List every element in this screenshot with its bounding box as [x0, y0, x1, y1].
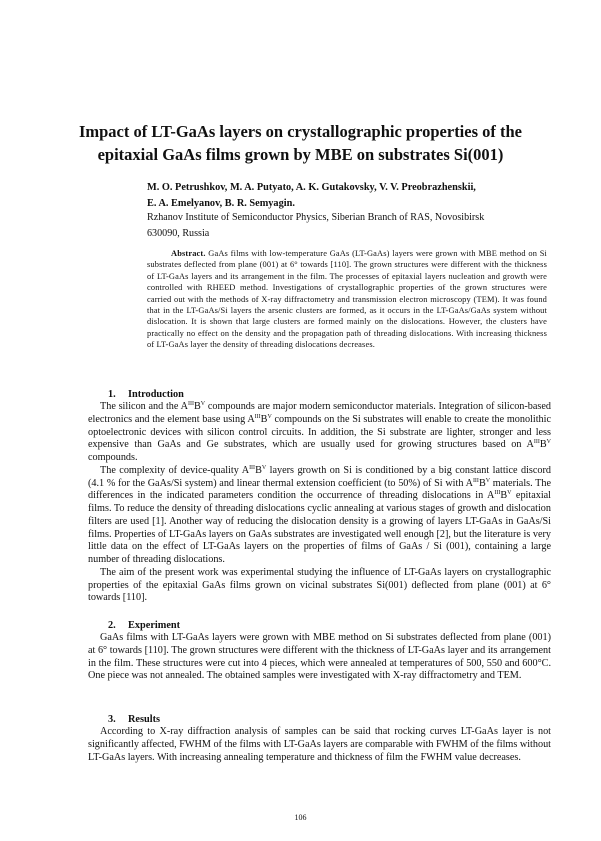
paragraph: The complexity of device-quality $A^{III}B^V$ layers growth on Si is conditioned by a big constant lattice discord (4.1 % for the GaAs/Si system) and linear thermal extension coefficient (to 50%) of Si with $A^{III}B^V$ materials. The differences in the indicated parameters condition the occurrence of threading dislocations in $A^{III}B^V$ epitaxial films. To reduce the density of threading dislocations cyclic annealing at various stages of growth and dislocation filters are used [1]. Another way of reducing the dislocation density is a growing of layers LT-GaAs in GaAs/Si films. Properties of LT-GaAs layers on GaAs substrates are investigated well enough [2], but the literature is very little data on the effect of LT-GaAs layers on the properties of films of GaAs / Si (001), containing a large number of threading dislocations.	[88, 464, 552, 565]
section-heading-experiment	[108, 619, 180, 632]
affiliation	[147, 210, 547, 241]
title-line-1: Impact of LT-GaAs layers on crystallographic properties of the	[78, 122, 523, 141]
section-title: Results	[128, 714, 161, 725]
paragraph: GaAs films with LT-GaAs layers were grown with MBE method on Si substrates deflected from plane (001) at 6° towards [110]. The grown structures were different with the thickness of LT-GaAs layer and its arrangement in the film. These structures were cut into 4 pieces, which were annealed at temperatures of 500, 550 and 600°C. One piece was not annealed. The obtained samples were investigated with X-ray diffractometry and TEM.	[88, 632, 551, 682]
authors-line-1: M. O. Petrushkov, M. A. Putyato, A. K. Gutakovsky, V. V. Preobrazhenskii,	[147, 182, 476, 193]
page-number: 106	[294, 813, 307, 822]
abstract-text: GaAs films with low-temperature GaAs (LT-GaAs) layers were grown with MBE method on Si substrates deflected from plane (001) at 6° towards [110]. The grown structures were different with the thickness of LT-GaAs layers and its arrangement in the film. The processes of epitaxial layers nucleation and growth were controlled with RHEED method. Investigations of crystallographic properties of the grown structures were carried out with the methods of X-ray diffractometry and transmission electron microscopy (TEM). It was found that in the LT-GaAs/Si layers the arsenic clusters are formed, as it occurs in the LT-GaAs/GaAs system without dislocation. It is shown that large clusters are formed mainly on the dislocations. However, the clusters have practically no effect on the density and the propagation path of threading dislocations. With increasing thickness of LT-GaAs layer the density of threading dislocations decreases.	[147, 249, 547, 350]
section-title: Introduction	[128, 389, 184, 400]
section-heading-results	[108, 713, 160, 726]
authors-line-2: E. A. Emelyanov, B. R. Semyagin.	[147, 197, 295, 209]
section-number: 3.	[108, 714, 116, 725]
paragraph: The silicon and the $A^{III}B^V$ compounds are major modern semiconductor materials. Integration of silicon-based electronics and the element base using $A^{III}B^V$ compounds on the Si substrates will enable to create the monolithic optoelectronic devices with silicon control circuits. In addition, the Si substrate are lighter, stronger and less expensive than GaAs and Ge substrates, which are usually used for growing structures based on $A^{III}B^V$ compounds.	[88, 401, 551, 463]
paragraph: The aim of the present work was experimental studying the influence of LT-GaAs layers on crystallographic properties of the epitaxial GaAs films grown on vicinal substrates Si(001) deflected from plane (001) at 6° towards [110].	[88, 566, 551, 604]
section-introduction-body	[88, 401, 551, 605]
section-number: 1.	[108, 389, 116, 400]
section-title: Experiment	[128, 620, 181, 631]
affiliation-line-1: Rzhanov Institute of Semiconductor Physics, Siberian Branch of RAS, Novosibirsk	[147, 212, 485, 223]
affiliation-line-2: 630090, Russia	[147, 227, 210, 239]
title-line-2: epitaxial GaAs films grown by MBE on substrates Si(001)	[97, 145, 504, 164]
abstract	[147, 248, 547, 351]
section-experiment-body	[88, 632, 551, 683]
abstract-label: Abstract.	[171, 249, 206, 258]
paper-title	[40, 120, 561, 166]
section-number: 2.	[108, 620, 116, 631]
section-heading-introduction	[108, 388, 184, 401]
section-results-body	[88, 726, 551, 764]
paragraph: According to X-ray diffraction analysis of samples can be said that rocking curves LT-GaAs layer is not significantly affected, FWHM of the films with LT-GaAs layers are comparable with FWHM of the films without LT-GaAs layers. With increasing annealing temperature and thickness of film the FWHM value decreases.	[88, 726, 551, 763]
author-list	[147, 180, 547, 211]
